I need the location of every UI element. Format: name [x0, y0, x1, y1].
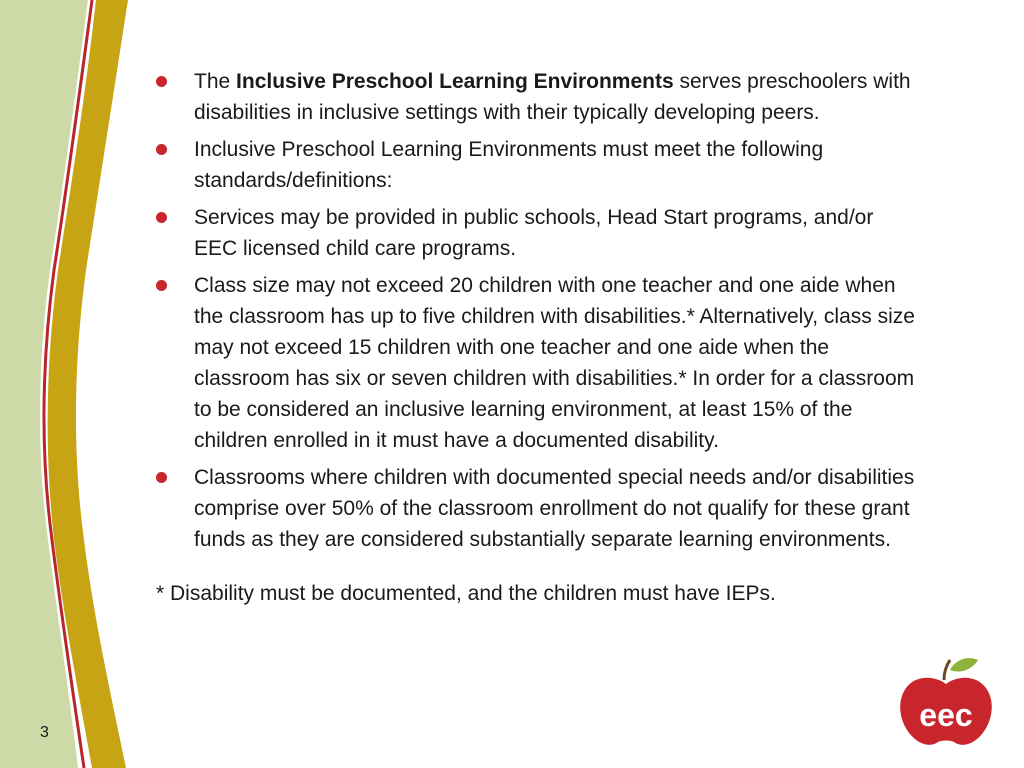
bullet-item — [156, 134, 916, 196]
page-number: 3 — [40, 724, 49, 741]
bullet-dot-icon — [156, 472, 167, 483]
bullet-dot-icon — [156, 212, 167, 223]
slide-body — [156, 66, 916, 609]
footnote: * Disability must be documented, and the children must have IEPs. — [156, 582, 776, 605]
bullet-list — [156, 66, 916, 555]
bullet-item — [156, 270, 916, 456]
decorative-wave-sidebar — [0, 0, 140, 768]
bullet-text-prefix: The — [194, 70, 237, 93]
bullet-dot-icon — [156, 76, 167, 87]
bullet-text: Services may be provided in public schools, Head Start programs, and/or EEC licensed child care programs. — [194, 206, 874, 260]
bullet-item — [156, 202, 916, 264]
bullet-item — [156, 66, 916, 128]
bullet-item — [156, 462, 916, 555]
bullet-dot-icon — [156, 144, 167, 155]
apple-leaf-icon — [950, 658, 978, 671]
bullet-text-bold: Inclusive Preschool Learning Environments — [236, 70, 674, 93]
bullet-text: Classrooms where children with documented special needs and/or disabilities comprise over 50% of the classroom enrollment do not qualify for these grant funds as they are considered substantially separate learning environments. — [194, 466, 915, 551]
bullet-text: Class size may not exceed 20 children with one teacher and one aide when the classroom has up to five children with disabilities.* Alternatively, class size may not exceed 15 children with one teacher and one aide when the classroom has six or seven children with disabilities.* In order for a classroom to be considered an inclusive learning environment, at least 15% of the children enrolled in it must have a documented disability. — [194, 274, 915, 452]
bullet-dot-icon — [156, 280, 167, 291]
bullet-text-suffix: serves preschoolers with disabilities in inclusive settings with their typically developing peers. — [194, 70, 911, 124]
apple-stem-icon — [944, 660, 950, 680]
eec-apple-logo — [896, 656, 996, 748]
bullet-text: Inclusive Preschool Learning Environments must meet the following standards/definitions: — [194, 138, 824, 192]
logo-wordmark: eec — [919, 697, 973, 733]
